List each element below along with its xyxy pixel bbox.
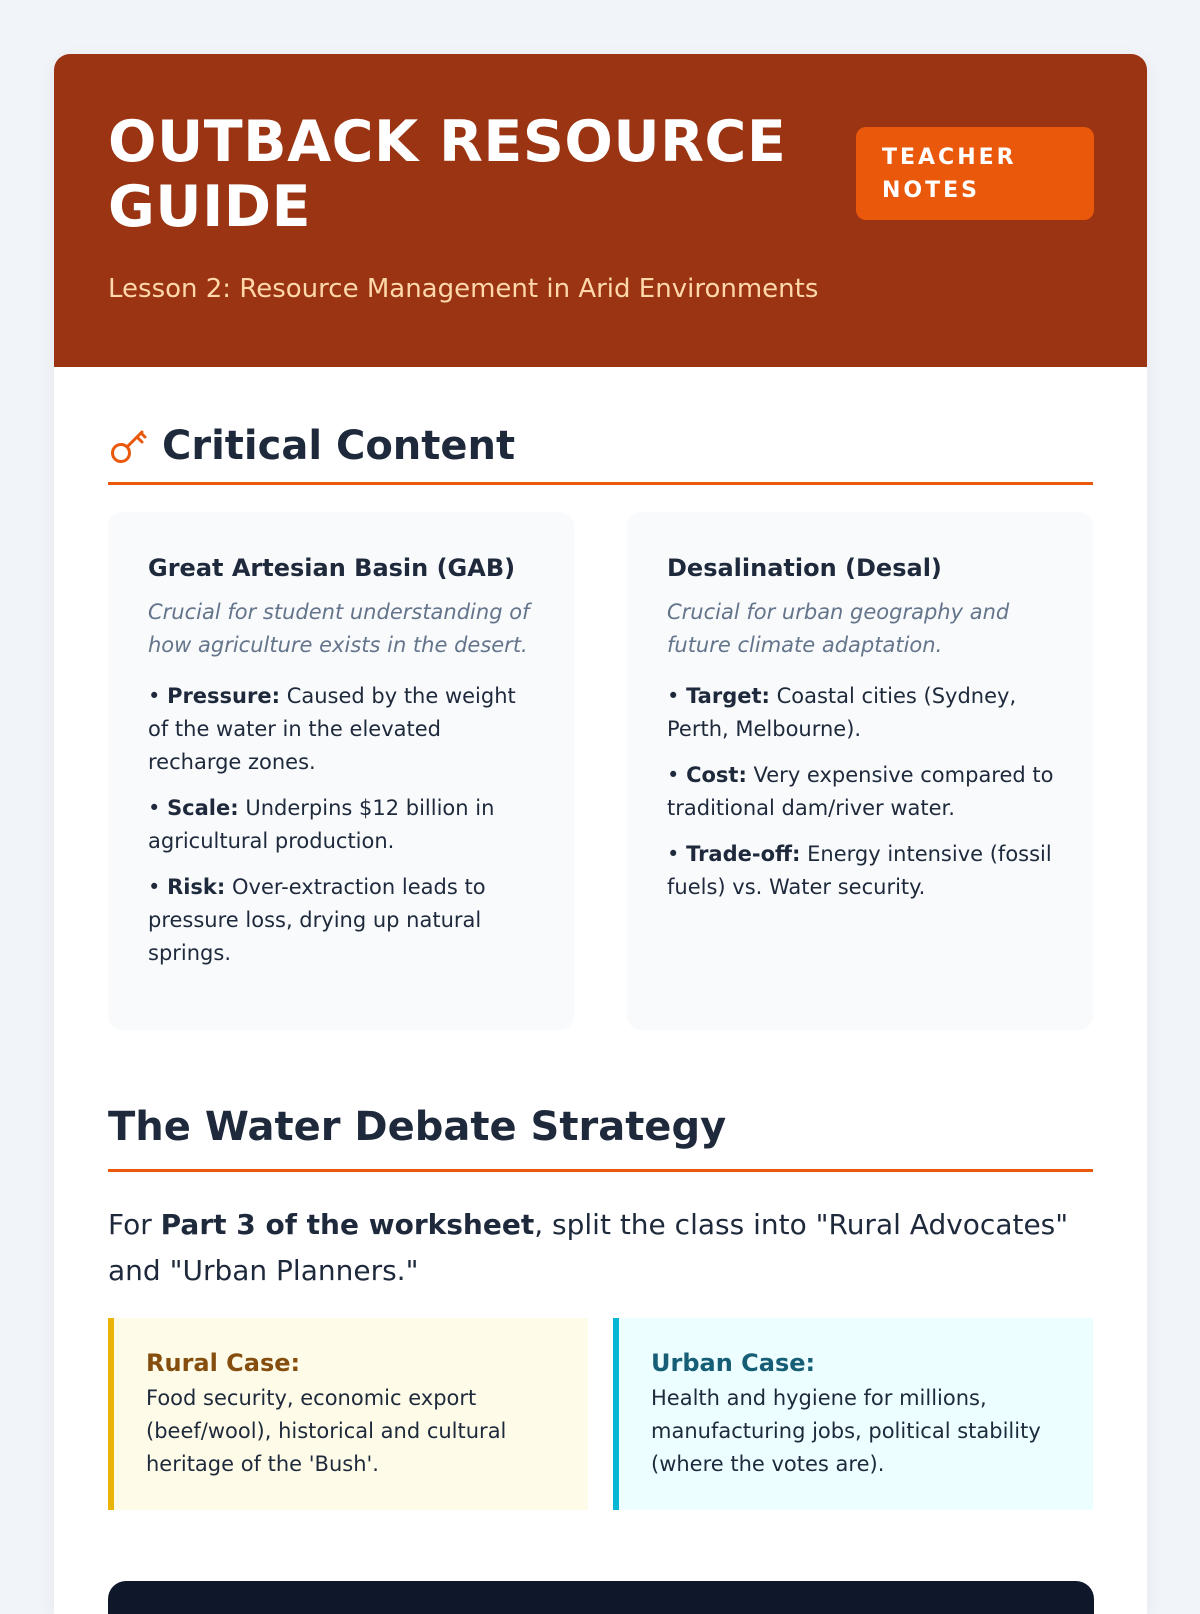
point-text: Caused by the weight of the water in the elevated recharge zones. [148,684,516,774]
point-label: Trade-off: [686,842,801,866]
gab-point-scale: • Scale: Underpins $12 billion in agricultural production. [148,796,495,853]
rural-case-title: Rural Case: [146,1349,301,1377]
content-body [54,417,1147,1510]
intro-pre: For [108,1208,161,1241]
desal-card [627,512,1093,1030]
desal-point-cost: • Cost: Very expensive compared to traditional dam/river water. [667,763,1054,820]
intro-post: , split the class into "Rural Advocates" and "Urban Planners." [108,1208,1069,1287]
desal-note: Crucial for urban geography and future climate adaptation. [667,600,1010,657]
desal-title: Desalination (Desal) [667,554,942,582]
gab-card [108,512,574,1030]
urban-case-text: Health and hygiene for millions, manufacturing jobs, political stability (where the votes are). [651,1386,1041,1476]
page-subtitle: Lesson 2: Resource Management in Arid Environments [108,274,819,304]
critical-content-heading [108,417,1093,485]
water-debate-heading [108,1098,1093,1172]
desal-point-target: • Target: Coastal cities (Sydney, Perth, Melbourne). [667,684,1017,741]
gab-point-pressure: • Pressure: Caused by the weight of the water in the elevated recharge zones. [148,684,516,774]
gab-point-risk: • Risk: Over-extraction leads to pressure loss, drying up natural springs. [148,875,486,965]
next-section-panel [108,1581,1094,1614]
key-icon [108,426,148,466]
point-text: Underpins $12 billion in agricultural production. [148,796,495,853]
teacher-notes-badge: TEACHER NOTES [856,127,1094,220]
guide-card [54,54,1147,1614]
critical-cards [108,512,1093,1030]
point-label: Target: [686,684,770,708]
urban-case-box [613,1318,1093,1510]
water-debate-title: The Water Debate Strategy [108,1103,727,1150]
gab-note: Crucial for student understanding of how agriculture exists in the desert. [148,600,530,657]
urban-case-title: Urban Case: [651,1349,816,1377]
gab-title: Great Artesian Basin (GAB) [148,554,516,582]
point-text: Coastal cities (Sydney, Perth, Melbourne). [667,684,1017,741]
point-text: Over-extraction leads to pressure loss, drying up natural springs. [148,875,486,965]
rural-case-text: Food security, economic export (beef/wool), historical and cultural heritage of the 'Bush'. [146,1386,507,1476]
header-banner [54,54,1147,367]
point-text: Energy intensive (fossil fuels) vs. Water security. [667,842,1052,899]
debate-cases [108,1318,1093,1510]
point-label: Cost: [686,763,747,787]
page-title: OUTBACK RESOURCE GUIDE [108,109,787,240]
point-label: Pressure: [167,684,280,708]
critical-content-title: Critical Content [162,422,516,469]
point-label: Risk: [167,875,226,899]
point-text: Very expensive compared to traditional dam/river water. [667,763,1054,820]
desal-point-tradeoff: • Trade-off: Energy intensive (fossil fuels) vs. Water security. [667,842,1052,899]
debate-intro [108,1202,1093,1294]
point-label: Scale: [167,796,239,820]
intro-bold: Part 3 of the worksheet [160,1208,535,1241]
rural-case-box [108,1318,588,1510]
